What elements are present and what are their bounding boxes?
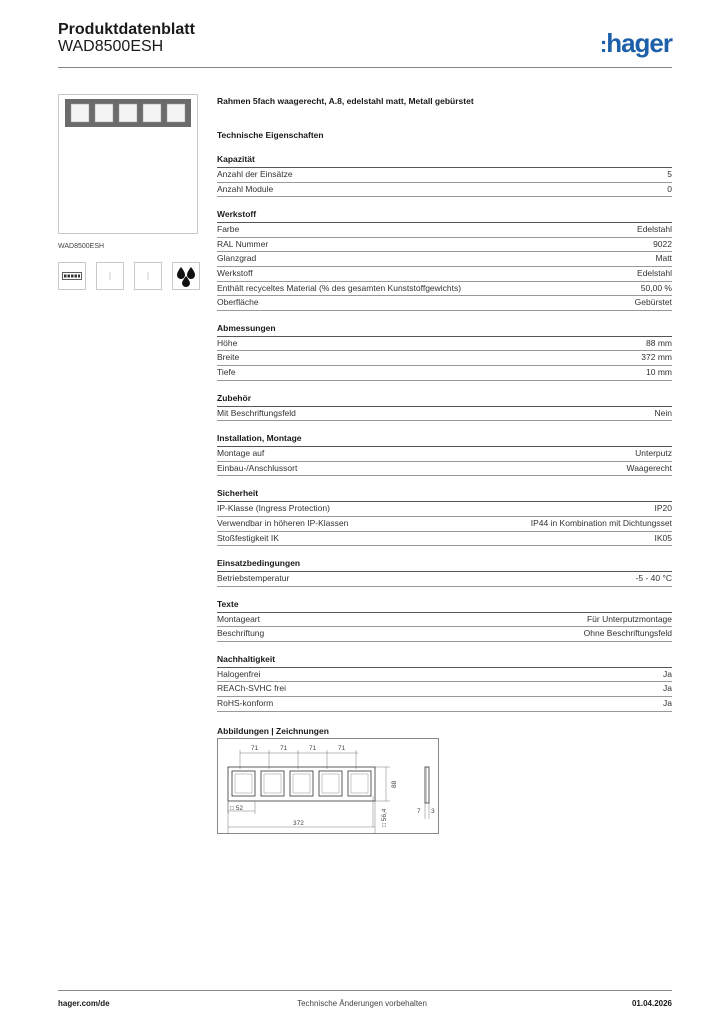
footer-divider bbox=[58, 990, 672, 991]
ip-drops-icon bbox=[175, 265, 197, 287]
spec-value: Für Unterputzmontage bbox=[586, 613, 672, 624]
dim-pitch-1: 71 bbox=[251, 745, 259, 752]
section-title: Kapazität bbox=[217, 154, 672, 168]
thumb-pictogram[interactable] bbox=[58, 262, 86, 290]
spec-label: Höhe bbox=[217, 337, 238, 348]
spec-value: 50,00 % bbox=[640, 282, 672, 293]
dimension-drawing bbox=[218, 739, 438, 833]
spec-value: Ja bbox=[663, 698, 672, 709]
section-title: Zubehör bbox=[217, 393, 672, 407]
dim-depth-a: 7 bbox=[417, 808, 421, 815]
section-title: Nachhaltigkeit bbox=[217, 654, 672, 668]
spec-row bbox=[217, 366, 672, 381]
spec-label: IP-Klasse (Ingress Protection) bbox=[217, 503, 330, 514]
drawing-opening bbox=[319, 771, 342, 796]
spec-row bbox=[217, 282, 672, 297]
specification-area bbox=[217, 96, 672, 736]
spec-value: Nein bbox=[654, 407, 672, 418]
spec-row bbox=[217, 351, 672, 366]
spec-label: Oberfläche bbox=[217, 297, 259, 308]
frame-opening bbox=[167, 104, 185, 122]
spec-label: Glanzgrad bbox=[217, 253, 257, 264]
spec-label: RAL Nummer bbox=[217, 238, 269, 249]
spec-value: IK05 bbox=[654, 532, 672, 543]
spec-value: Waagerecht bbox=[626, 462, 672, 473]
dim-cutout: □ 52 bbox=[230, 805, 243, 812]
spec-row bbox=[217, 532, 672, 547]
spec-value: 9022 bbox=[653, 238, 672, 249]
tech-heading: Technische Eigenschaften bbox=[217, 130, 324, 140]
product-code-title: WAD8500ESH bbox=[58, 38, 164, 55]
dim-pitch-4: 71 bbox=[338, 745, 346, 752]
drawing-opening bbox=[261, 771, 284, 796]
pictogram-icon bbox=[62, 272, 82, 280]
section-title: Installation, Montage bbox=[217, 433, 672, 447]
spec-value: 10 mm bbox=[646, 366, 672, 377]
spec-section bbox=[217, 433, 672, 476]
spec-label: Anzahl Module bbox=[217, 183, 274, 194]
spec-value: Edelstahl bbox=[637, 267, 672, 278]
spec-label: Einbau-/Anschlussort bbox=[217, 462, 298, 473]
spec-value: Ja bbox=[663, 668, 672, 679]
thumb-dimension-side[interactable] bbox=[134, 262, 162, 290]
side-view bbox=[425, 767, 429, 803]
spec-section bbox=[217, 393, 672, 422]
spec-label: Halogenfrei bbox=[217, 668, 261, 679]
spec-row bbox=[217, 296, 672, 311]
spec-row bbox=[217, 407, 672, 422]
spec-section bbox=[217, 488, 672, 546]
spec-value: 5 bbox=[667, 169, 672, 179]
spec-row bbox=[217, 238, 672, 253]
spec-label: Verwendbar in höheren IP-Klassen bbox=[217, 517, 349, 528]
dimension-icon bbox=[107, 271, 113, 281]
spec-row bbox=[217, 337, 672, 352]
drawing-opening bbox=[232, 771, 255, 796]
spec-row bbox=[217, 697, 672, 712]
image-caption: WAD8500ESH bbox=[58, 243, 105, 250]
footer-disclaimer: Technische Änderungen vorbehalten bbox=[297, 999, 427, 1008]
spec-row bbox=[217, 502, 672, 517]
frame-5fach-illustration bbox=[59, 95, 197, 233]
spec-value: 88 mm bbox=[646, 337, 672, 348]
frame-opening bbox=[143, 104, 161, 122]
spec-label: RoHS-konform bbox=[217, 698, 274, 709]
section-title: Werkstoff bbox=[217, 209, 672, 223]
spec-value: -5 - 40 °C bbox=[635, 573, 672, 584]
spec-value: Unterputz bbox=[635, 448, 672, 459]
spec-label: Stoßfestigkeit IK bbox=[217, 532, 279, 543]
header-divider bbox=[58, 67, 672, 68]
dim-pitch-2: 71 bbox=[280, 745, 288, 752]
footer-date: 01.04.2026 bbox=[631, 999, 672, 1008]
spec-label: Anzahl der Einsätze bbox=[217, 169, 293, 179]
spec-row bbox=[217, 267, 672, 282]
spec-value: 0 bbox=[667, 183, 672, 194]
spec-label: Breite bbox=[217, 352, 240, 363]
spec-value: Gebürstet bbox=[634, 297, 672, 308]
frame-opening bbox=[95, 104, 113, 122]
drawing-opening bbox=[348, 771, 371, 796]
drawings-heading: Abbildungen | Zeichnungen bbox=[217, 725, 329, 736]
spec-value: IP20 bbox=[654, 503, 672, 514]
spec-label: Enthält recyceltes Material (% des gesamten Kunststoffgewichts) bbox=[217, 282, 462, 293]
spec-value: IP44 in Kombination mit Dichtungsset bbox=[530, 517, 672, 528]
logo-text: hager bbox=[606, 28, 672, 58]
drawing-opening bbox=[290, 771, 313, 796]
dim-width: 372 bbox=[293, 820, 304, 827]
spec-label: Betriebstemperatur bbox=[217, 573, 290, 584]
section-title: Einsatzbedingungen bbox=[217, 558, 672, 572]
spec-label: Montageart bbox=[217, 613, 260, 624]
technical-drawing bbox=[217, 738, 439, 834]
spec-row bbox=[217, 627, 672, 642]
dimension-icon bbox=[145, 271, 151, 281]
spec-label: Farbe bbox=[217, 224, 240, 235]
spec-row bbox=[217, 682, 672, 697]
section-title: Sicherheit bbox=[217, 488, 672, 502]
frame-opening bbox=[71, 104, 89, 122]
spec-section bbox=[217, 154, 672, 197]
spec-value: 372 mm bbox=[641, 352, 672, 363]
spec-sections bbox=[217, 154, 672, 712]
dim-depth-b: 3 bbox=[431, 808, 435, 815]
page-title: Produktdatenblatt bbox=[58, 21, 195, 38]
spec-section bbox=[217, 599, 672, 642]
spec-value: Edelstahl bbox=[637, 224, 672, 235]
spec-row bbox=[217, 517, 672, 532]
footer-website[interactable]: hager.com/de bbox=[58, 999, 110, 1008]
spec-label: Montage auf bbox=[217, 448, 265, 459]
spec-row bbox=[217, 668, 672, 683]
spec-section bbox=[217, 654, 672, 712]
product-description: Rahmen 5fach waagerecht, A.8, edelstahl matt, Metall gebürstet bbox=[217, 96, 474, 106]
logo-dot: : bbox=[599, 32, 607, 57]
section-title: Abmessungen bbox=[217, 323, 672, 337]
spec-row bbox=[217, 183, 672, 198]
section-title: Texte bbox=[217, 599, 672, 613]
spec-label: REACh-SVHC frei bbox=[217, 683, 286, 694]
spec-label: Werkstoff bbox=[217, 267, 253, 278]
dim-height: 88 bbox=[391, 780, 398, 788]
spec-row bbox=[217, 447, 672, 462]
spec-row bbox=[217, 252, 672, 267]
spec-row bbox=[217, 613, 672, 628]
spec-label: Mit Beschriftungsfeld bbox=[217, 407, 296, 418]
spec-section bbox=[217, 209, 672, 311]
spec-label: Tiefe bbox=[217, 366, 236, 377]
dim-pitch-3: 71 bbox=[309, 745, 317, 752]
spec-row bbox=[217, 223, 672, 238]
spec-section bbox=[217, 558, 672, 587]
spec-section bbox=[217, 323, 672, 381]
spec-row bbox=[217, 572, 672, 587]
spec-row bbox=[217, 168, 672, 183]
spec-label: Beschriftung bbox=[217, 628, 265, 639]
spec-value: Ohne Beschriftungsfeld bbox=[583, 628, 672, 639]
hager-logo bbox=[600, 28, 672, 59]
dim-cutout-alt: □ 56,4 bbox=[381, 808, 388, 827]
frame-opening bbox=[119, 104, 137, 122]
thumb-ip-rating[interactable] bbox=[172, 262, 200, 290]
spec-value: Matt bbox=[655, 253, 672, 264]
spec-value: Ja bbox=[663, 683, 672, 694]
thumb-dimension-front[interactable] bbox=[96, 262, 124, 290]
spec-row bbox=[217, 462, 672, 477]
product-image bbox=[58, 94, 198, 234]
